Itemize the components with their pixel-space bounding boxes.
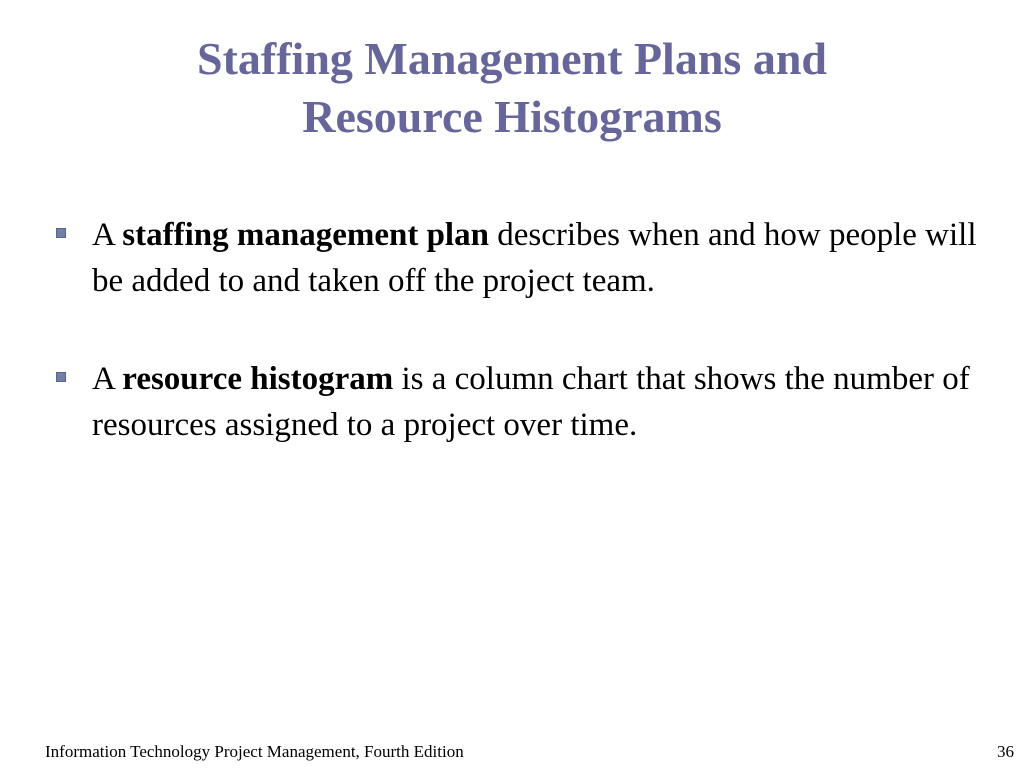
slide-title <box>60 30 964 146</box>
bullet-term: staffing management plan <box>122 217 489 253</box>
bullet-term: resource histogram <box>122 361 394 397</box>
bullet-prefix: A <box>92 361 123 397</box>
bullet-text: is a column chart that shows the number of resources assigned to a project over time. <box>92 361 970 443</box>
bullet-list <box>56 212 996 500</box>
bullet-prefix: A <box>92 217 123 253</box>
bullet-item-resource-histogram <box>56 356 996 448</box>
square-bullet-icon <box>56 228 66 238</box>
bullet-item-staffing-plan <box>56 212 996 304</box>
slide-title-line-1: Staffing Management Plans and <box>197 33 827 84</box>
bullet-text: describes when and how people will be added to and taken off the project team. <box>92 217 977 299</box>
footer-text: Information Technology Project Management, Fourth Edition <box>45 742 464 761</box>
square-bullet-icon <box>56 372 66 382</box>
page-number: 36 <box>997 742 1014 761</box>
slide-title-line-2: Resource Histograms <box>302 91 722 142</box>
